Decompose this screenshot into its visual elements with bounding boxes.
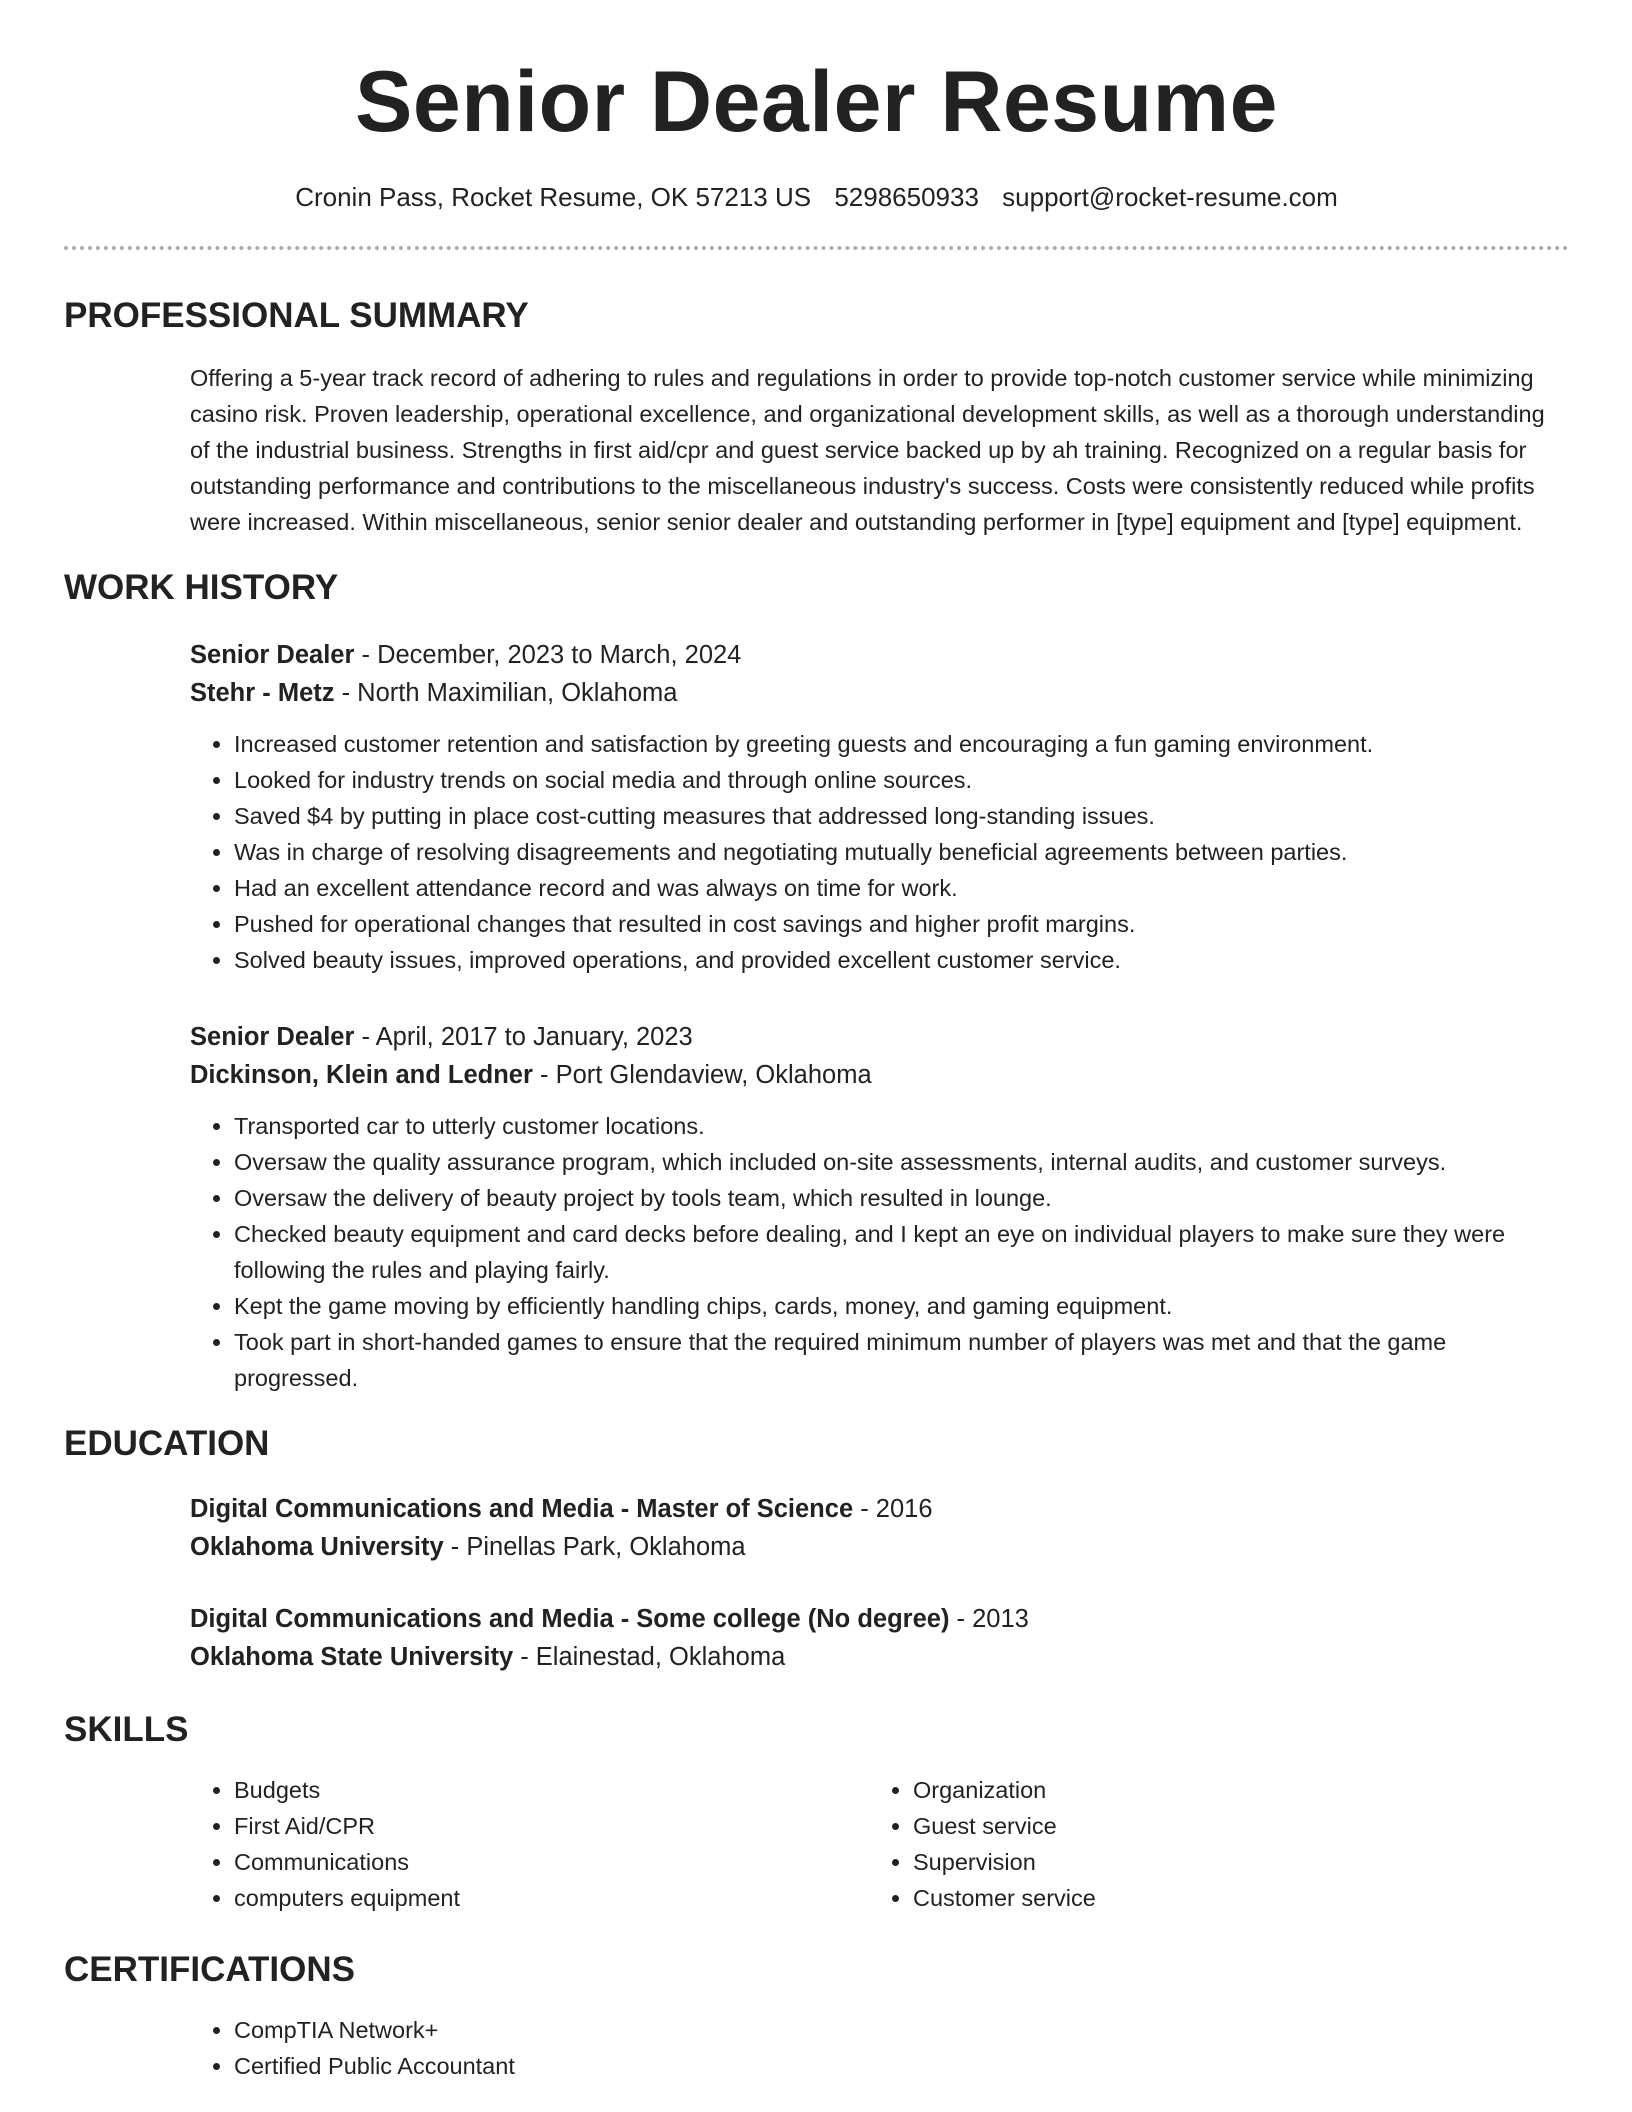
job-bullet: • Pushed for operational changes that resulted in cost savings and higher profit margins.: [234, 906, 1569, 942]
skill-item: • Customer service: [913, 1880, 1548, 1916]
skill-item: • Organization: [913, 1772, 1548, 1808]
section-title-summary: PROFESSIONAL SUMMARY: [64, 296, 529, 335]
job-company-line: [190, 1056, 1569, 1094]
skill-item: • Budgets: [234, 1772, 869, 1808]
education-year: - 2016: [853, 1495, 933, 1523]
job-bullets: [190, 726, 1569, 978]
certifications-list: [190, 2012, 1569, 2084]
job-bullet: • Had an excellent attendance record and was always on time for work.: [234, 870, 1569, 906]
job-bullet: • Saved $4 by putting in place cost-cutting measures that addressed long-standing issues.: [234, 798, 1569, 834]
section-title-education: EDUCATION: [64, 1424, 270, 1463]
job-role-line: [190, 636, 1569, 674]
certification-item: • Certified Public Accountant: [234, 2048, 1569, 2084]
job-bullet: • Oversaw the delivery of beauty project by tools team, which resulted in lounge.: [234, 1180, 1569, 1216]
skill-item: • Communications: [234, 1844, 869, 1880]
certification-item: • CompTIA Network+: [234, 2012, 1569, 2048]
skills-column-left: [190, 1772, 869, 1916]
job-company-line: [190, 674, 1569, 712]
job-bullet: • Kept the game moving by efficiently handling chips, cards, money, and gaming equipment.: [234, 1288, 1569, 1324]
job-entry: [190, 636, 1569, 978]
job-bullet: • Took part in short-handed games to ensure that the required minimum number of players was met and that the game progressed.: [234, 1324, 1569, 1396]
job-dates: - December, 2023 to March, 2024: [354, 641, 742, 669]
skill-item: • Supervision: [913, 1844, 1548, 1880]
header-divider: [64, 246, 1569, 250]
job-entry: [190, 1018, 1569, 1396]
education-degree: Digital Communications and Media - Some college (No degree): [190, 1605, 950, 1633]
job-bullet: • Solved beauty issues, improved operations, and provided excellent customer service.: [234, 942, 1569, 978]
contact-email: support@rocket-resume.com: [1002, 182, 1338, 212]
job-bullet: • Was in charge of resolving disagreements and negotiating mutually beneficial agreements between parties.: [234, 834, 1569, 870]
job-role: Senior Dealer: [190, 1023, 355, 1051]
job-bullet: • Increased customer retention and satisfaction by greeting guests and encouraging a fun gaming environment.: [234, 726, 1569, 762]
education-location: - Pinellas Park, Oklahoma: [443, 1533, 746, 1561]
education-entry: [190, 1490, 1569, 1566]
skill-item: • Guest service: [913, 1808, 1548, 1844]
job-bullet: • Oversaw the quality assurance program, which included on-site assessments, internal audits, and customer surveys.: [234, 1144, 1569, 1180]
education-degree-line: [190, 1600, 1569, 1638]
job-bullet: • Checked beauty equipment and card decks before dealing, and I kept an eye on individual players to make sure they were following the rules and playing fairly.: [234, 1216, 1569, 1288]
education-year: - 2013: [949, 1605, 1029, 1633]
skill-item: • First Aid/CPR: [234, 1808, 869, 1844]
skills-grid: [190, 1772, 1569, 1916]
resume-title: Senior Dealer Resume: [355, 54, 1278, 150]
job-location: - Port Glendaview, Oklahoma: [532, 1061, 872, 1089]
resume-page: [64, 0, 1569, 2084]
skills-column-right: [869, 1772, 1548, 1916]
job-bullet: • Transported car to utterly customer locations.: [234, 1108, 1569, 1144]
education-school-line: [190, 1528, 1569, 1566]
job-role: Senior Dealer: [190, 641, 355, 669]
job-location: - North Maximilian, Oklahoma: [334, 679, 678, 707]
education-degree: Digital Communications and Media - Master of Science: [190, 1495, 854, 1523]
education-entry: [190, 1600, 1569, 1676]
education-degree-line: [190, 1490, 1569, 1528]
section-title-work-history: WORK HISTORY: [64, 568, 339, 607]
education-school-line: [190, 1638, 1569, 1676]
education-school: Oklahoma State University: [190, 1643, 514, 1671]
job-company: Dickinson, Klein and Ledner: [190, 1061, 533, 1089]
job-dates: - April, 2017 to January, 2023: [354, 1023, 693, 1051]
job-bullets: [190, 1108, 1569, 1396]
contact-phone: 5298650933: [834, 182, 979, 212]
section-title-skills: SKILLS: [64, 1710, 189, 1749]
job-company: Stehr - Metz: [190, 679, 335, 707]
job-role-line: [190, 1018, 1569, 1056]
job-bullet: • Looked for industry trends on social media and through online sources.: [234, 762, 1569, 798]
education-school: Oklahoma University: [190, 1533, 444, 1561]
contact-line: [64, 180, 1569, 214]
contact-address: Cronin Pass, Rocket Resume, OK 57213 US: [295, 182, 812, 212]
education-location: - Elainestad, Oklahoma: [513, 1643, 786, 1671]
section-title-certifications: CERTIFICATIONS: [64, 1950, 356, 1989]
summary-text: Offering a 5-year track record of adhering to rules and regulations in order to provide top-notch customer service while minimizing casino risk. Proven leadership, operational excellence, and organizational development skills, as well as a thorough understanding of the industrial business. Strengths in first aid/cpr and guest service backed up by ah training. Recognized on a regular basis for outstanding performance and contributions to the miscellaneous industry's success. Costs were consistently reduced while profits were increased. Within miscellaneous, senior senior dealer and outstanding performer in [type] equipment and [type] equipment.: [190, 365, 1545, 535]
skill-item: • computers equipment: [234, 1880, 869, 1916]
